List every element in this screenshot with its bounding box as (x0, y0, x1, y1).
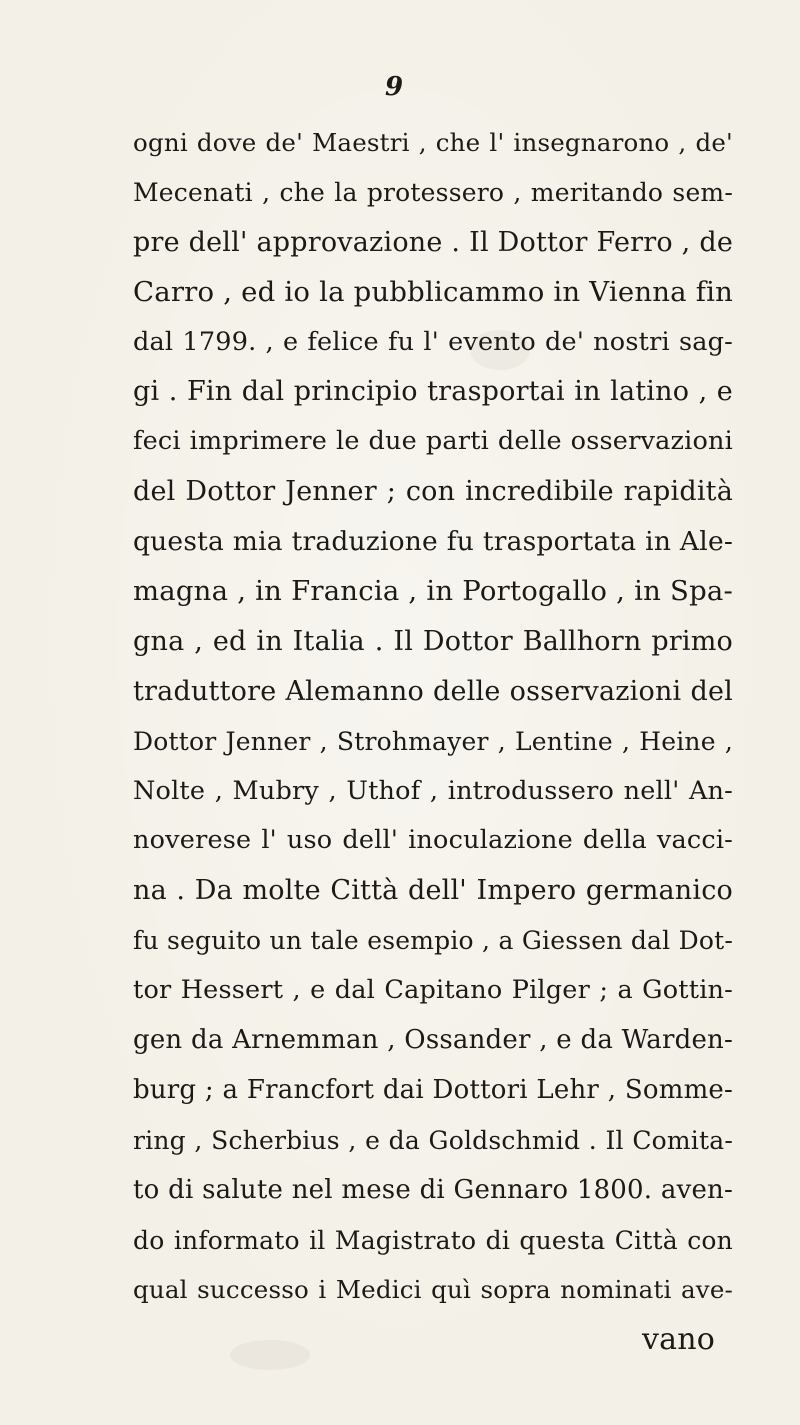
text-line: dal 1799. , e felice fu l' evento de' nostri sag- (133, 326, 733, 357)
text-line: Carro , ed io la pubblicammo in Vienna fin (133, 275, 733, 308)
text-line: magna , in Francia , in Portogallo , in Spa- (133, 575, 733, 608)
text-line: gna , ed in Italia . Il Dottor Ballhorn primo (133, 625, 733, 657)
text-line: ogni dove de' Maestri , che l' insegnarono , de' (133, 128, 733, 157)
page-number: 9 (385, 72, 404, 102)
text-line: gi . Fin dal principio trasportai in latino , e (133, 376, 733, 408)
text-line: qual successo i Medici quì sopra nominati ave- (133, 1275, 733, 1305)
body-text (133, 118, 733, 1365)
text-line: traduttore Alemanno delle osservazioni del (133, 675, 733, 707)
text-line: Mecenati , che la protessero , meritando sem- (133, 177, 733, 207)
text-line: questa mia traduzione fu trasportata in Ale- (133, 526, 733, 558)
text-line: gen da Arnemman , Ossander , e da Warden- (133, 1025, 733, 1056)
text-line: feci imprimere le due parti delle osservazioni (133, 426, 733, 457)
text-line: tor Hessert , e dal Capitano Pilger ; a Gottin- (133, 975, 733, 1006)
text-line: noverese l' uso dell' inoculazione della vacci- (133, 825, 733, 856)
text-line: na . Da molte Città dell' Impero germanico (133, 875, 733, 907)
catchword: vano (641, 1322, 715, 1358)
text-line: Dottor Jenner , Strohmayer , Lentine , Heine , (133, 726, 733, 756)
text-line: burg ; a Francfort dai Dottori Lehr , Somme- (133, 1074, 733, 1105)
text-line: Nolte , Mubry , Uthof , introdussero nell' An- (133, 775, 733, 806)
text-line: to di salute nel mese di Gennaro 1800. aven- (133, 1174, 733, 1205)
text-line: ring , Scherbius , e da Goldschmid . Il Comita- (133, 1125, 733, 1155)
text-line: pre dell' approvazione . Il Dottor Ferro , de (133, 226, 733, 258)
text-line: do informato il Magistrato di questa Città con (133, 1225, 733, 1255)
text-line: del Dottor Jenner ; con incredibile rapidità (133, 476, 733, 508)
text-line: fu seguito un tale esempio , a Giessen dal Dot- (133, 926, 733, 956)
